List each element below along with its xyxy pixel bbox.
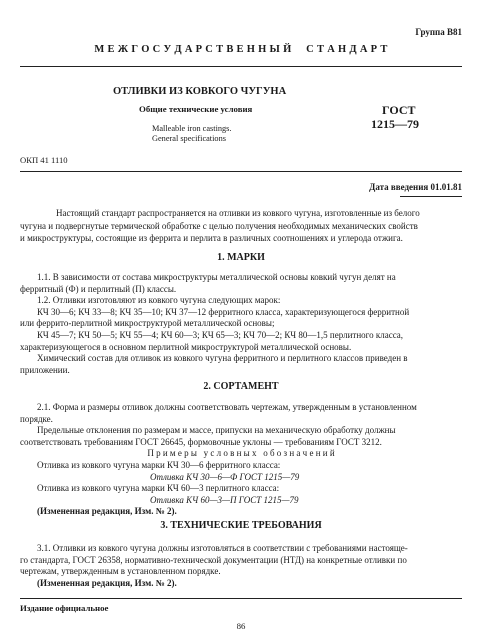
paragraph-line: приложении. bbox=[20, 364, 70, 375]
section-3-body bbox=[20, 543, 462, 589]
section-1-heading: 1. МАРКИ bbox=[217, 252, 265, 263]
english-title-line1: Malleable iron castings. bbox=[152, 124, 232, 133]
paragraph-line: 3.1. Отливки из ковкого чугуна должны изготовляться в соответствии с требованиями настояще- bbox=[37, 543, 408, 553]
section-1-body bbox=[20, 272, 462, 376]
paragraph-line: чертежам, утвержденным в установленном порядке. bbox=[20, 566, 221, 577]
paragraph-line: характеризующегося в основном перлитной микроструктурой металлической основы. bbox=[20, 341, 352, 352]
example-designation: Отливка КЧ 60—3—П ГОСТ 1215—79 bbox=[150, 494, 299, 505]
official-edition-label: Издание официальное bbox=[20, 603, 109, 613]
introduction-date-label: Дата введения bbox=[369, 182, 429, 192]
examples-heading: П р и м е р ы у с л о в н ы х о б о з н а ч е н и й bbox=[147, 448, 335, 459]
section-2-heading: 2. СОРТАМЕНТ bbox=[203, 381, 279, 392]
title-rule bbox=[20, 171, 462, 172]
date-rule bbox=[400, 196, 462, 197]
paragraph-line: соответствовать требованиям ГОСТ 26645, формовочные уклоны — требованиям ГОСТ 3212. bbox=[20, 436, 382, 447]
intro-line: Настоящий стандарт распространяется на отливки из ковкого чугуна, изготовленные из белого bbox=[56, 208, 420, 218]
amendment-note: (Измененная редакция, Изм. № 2). bbox=[37, 506, 177, 517]
paragraph-line: КЧ 30—6; КЧ 33—8; КЧ 35—10; КЧ 37—12 ферритного класса, характеризующегося ферритной bbox=[37, 306, 410, 317]
introduction-date-value: 01.01.81 bbox=[430, 182, 462, 192]
okp-code: ОКП 41 1110 bbox=[20, 155, 68, 165]
footer-rule bbox=[20, 598, 462, 599]
group-code: Группа В81 bbox=[415, 27, 462, 37]
example-designation: Отливка КЧ 30—6—Ф ГОСТ 1215—79 bbox=[150, 471, 300, 482]
gost-number: 1215—79 bbox=[371, 117, 419, 131]
page-number: 86 bbox=[236, 621, 246, 631]
paragraph-line: порядке. bbox=[20, 413, 53, 424]
header-rule bbox=[20, 66, 462, 67]
intro-line: и микроструктуры, состоящие из феррита и перлита в различных соотношениях и углерода отжига. bbox=[20, 233, 403, 244]
english-title-line2: General specifications bbox=[152, 134, 226, 143]
intro-line: чугуна и подвергнутые термической обработке с целью получения необходимых механических свойств bbox=[20, 220, 418, 231]
paragraph-line: ферритный (Ф) и перлитный (П) классы. bbox=[20, 283, 177, 294]
section-3-heading: 3. ТЕХНИЧЕСКИЕ ТРЕБОВАНИЯ bbox=[160, 520, 322, 531]
section-2-body bbox=[20, 402, 462, 518]
paragraph-line: КЧ 45—7; КЧ 50—5; КЧ 55—4; КЧ 60—3; КЧ 65—3; КЧ 70—2; КЧ 80—1,5 перлитного класса, bbox=[37, 329, 404, 340]
amendment-note: (Измененная редакция, Изм. № 2). bbox=[37, 577, 177, 588]
intro-paragraph bbox=[20, 207, 462, 245]
paragraph-line: или феррито-перлитной микроструктурой металлической основы; bbox=[20, 318, 275, 329]
document-title: ОТЛИВКИ ИЗ КОВКОГО ЧУГУНА bbox=[113, 86, 287, 97]
standard-type-heading: М Е Ж Г О С У Д А Р С Т В Е Н Н Ы Й С Т А Н Д А Р Т bbox=[94, 44, 388, 55]
paragraph-line: 1.2. Отливки изготовляют из ковкого чугуна следующих марок: bbox=[37, 295, 281, 306]
paragraph-line: го стандарта, ГОСТ 26358, нормативно-технической документации (НТД) на конкретные отливки по bbox=[20, 554, 407, 565]
paragraph-line: Предельные отклонения по размерам и массе, припуски на механическую обработку должны bbox=[37, 425, 396, 436]
paragraph-line: 1.1. В зависимости от состава микроструктуры металлической основы ковкий чугун делят на bbox=[37, 272, 396, 282]
introduction-date bbox=[369, 182, 462, 192]
example-text: Отливка из ковкого чугуна марки КЧ 30—6 ферритного класса: bbox=[37, 459, 281, 470]
example-text: Отливка из ковкого чугуна марки КЧ 60—3 перлитного класса: bbox=[37, 483, 280, 494]
paragraph-line: 2.1. Форма и размеры отливок должны соответствовать чертежам, утвержденным в установленном bbox=[37, 402, 417, 412]
document-subtitle: Общие технические условия bbox=[139, 104, 253, 114]
gost-label: ГОСТ bbox=[382, 103, 416, 117]
paragraph-line: Химический состав для отливок из ковкого чугуна ферритного и перлитного классов приведен в bbox=[37, 353, 408, 364]
